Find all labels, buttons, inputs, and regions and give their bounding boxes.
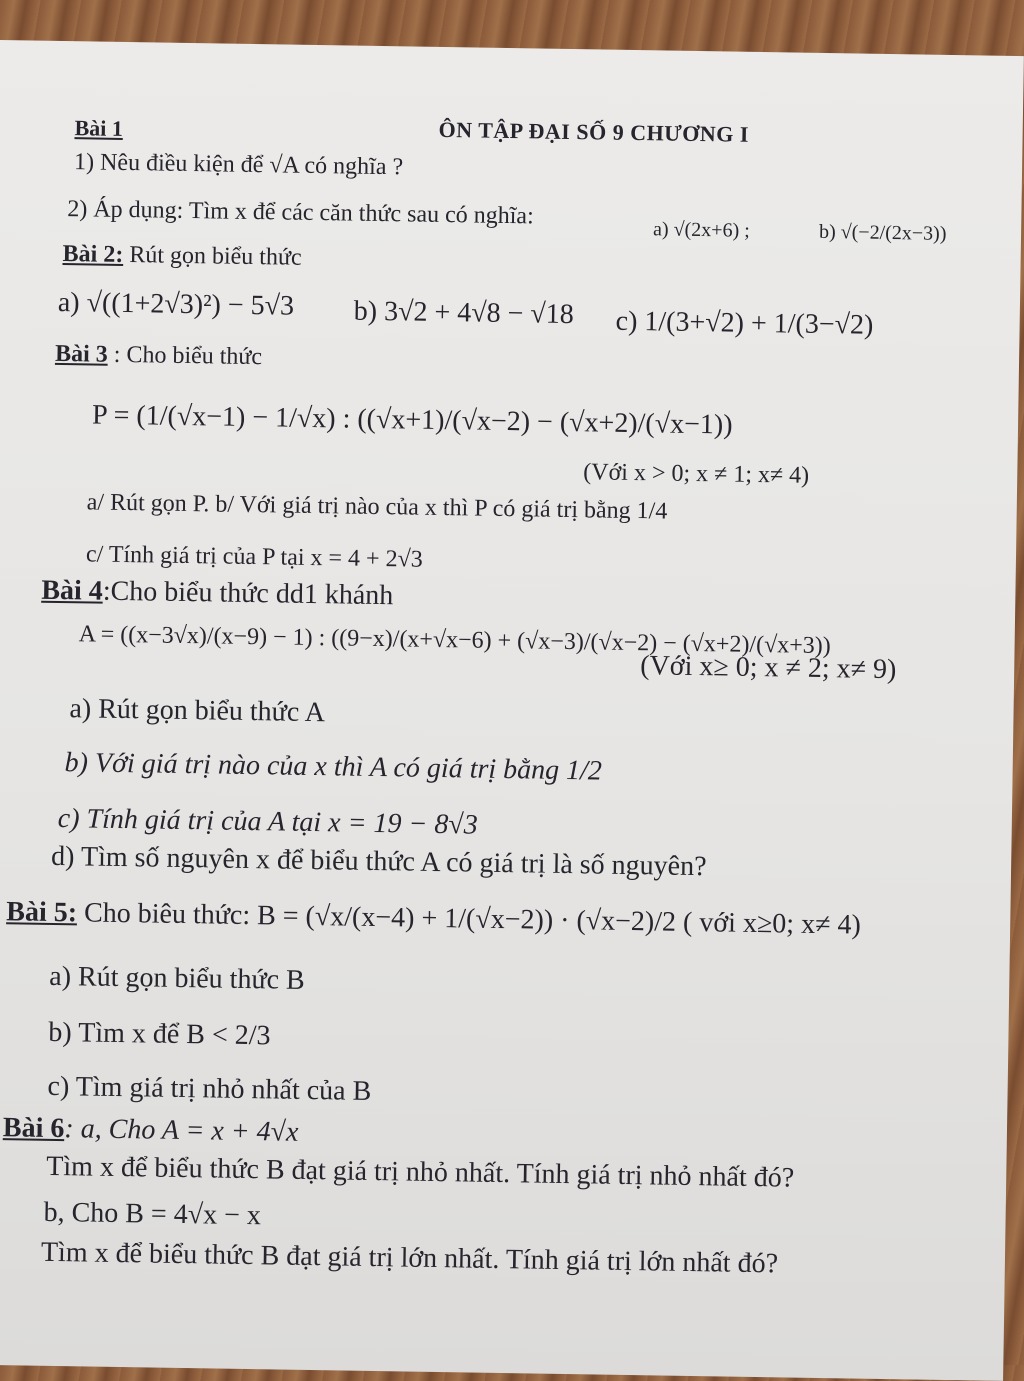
bai5-condition: ( với x≥0; x≠ 4) (682, 906, 862, 941)
bai5-part-a: a) Rút gọn biểu thức B (49, 960, 305, 996)
bai2-text: Rút gọn biểu thức (129, 242, 302, 271)
bai4-part-c: c) Tính giá trị của A tại x = 19 − 8√3 (57, 803, 478, 841)
bai4-expression: A = ((x−3√x)/(x−9) − 1) : ((9−x)/(x+√x−6) + (√x−3)/(√x−2) − (√x+2)/(√x+3)) (78, 621, 831, 660)
bai3-parts-ab: a/ Rút gọn P. b/ Với giá trị nào của x thì P có giá trị bằng 1/4 (86, 489, 668, 525)
bai3-part-c: c/ Tính giá trị của P tại x = 4 + 2√3 (85, 541, 423, 573)
bai6-part-b-question: Tìm x để biểu thức B đạt giá trị lớn nhất. Tính giá trị lớn nhất đó? (40, 1236, 779, 1280)
bai2-line (62, 241, 301, 272)
bai4-part-d: d) Tìm số nguyên x để biểu thức A có giá trị là số nguyên? (50, 840, 707, 883)
bai6-line (3, 1112, 299, 1149)
bai2-heading: Bài 2: (62, 241, 124, 268)
exercise-sheet (0, 40, 1024, 1381)
bai1-question-1: 1) Nêu điều kiện để √A có nghĩa ? (73, 149, 404, 181)
bai4-part-b: b) Với giá trị nào của x thì A có giá trị bằng 1/2 (64, 747, 603, 787)
bai5-part-b: b) Tìm x để B < 2/3 (48, 1016, 271, 1052)
bai1-part-a: a) √(2x+6) ; (652, 218, 750, 242)
bai3-expression: P = (1/(√x−1) − 1/√x) : ((√x+1)/(√x−2) − (√x+2)/(√x−1)) (91, 399, 733, 441)
bai5-part-c: c) Tìm giá trị nhỏ nhất của B (47, 1070, 372, 1107)
bai5-expression: B = (√x/(x−4) + 1/(√x−2)) · (√x−2)/2 (256, 900, 677, 938)
bai3-condition: (Với x > 0; x ≠ 1; x≠ 4) (583, 459, 810, 489)
bai6-part-b: b, Cho B = 4√x − x (43, 1196, 262, 1232)
bai6-part-a: : a, Cho A = x + 4√x (64, 1113, 299, 1148)
bai3-line (55, 341, 262, 371)
bai1-question-2: 2) Áp dụng: Tìm x để các căn thức sau có nghĩa: (67, 196, 534, 230)
bai4-text: :Cho biểu thức dd1 khánh (102, 575, 394, 612)
bai1-heading: Bài 1 (74, 115, 124, 141)
bai4-line (41, 575, 393, 613)
bai4-heading: Bài 4 (41, 574, 104, 607)
bai6-heading: Bài 6 (2, 1112, 65, 1145)
bai6-part-a-question: Tìm x để biểu thức B đạt giá trị nhỏ nhất. Tính giá trị nhỏ nhất đó? (46, 1150, 795, 1194)
bai2-part-b: b) 3√2 + 4√8 − √18 (353, 295, 575, 331)
bai5-text: Cho biêu thức: (83, 897, 251, 932)
bai3-text: : Cho biểu thức (113, 341, 263, 371)
bai5-heading: Bài 5: (6, 896, 78, 929)
bai4-part-a: a) Rút gọn biểu thức A (69, 693, 326, 729)
bai3-heading: Bài 3 (54, 340, 108, 368)
bai1-part-b: b) √(−2/(2x−3)) (818, 220, 947, 245)
bai2-part-c: c) 1/(3+√2) + 1/(3−√2) (615, 305, 874, 341)
bai2-part-a: a) √((1+2√3)²) − 5√3 (57, 286, 295, 322)
bai4-condition: (Với x≥ 0; x ≠ 2; x≠ 9) (640, 650, 897, 686)
bai5-line (6, 896, 861, 941)
page-title: ÔN TẬP ĐẠI SỐ 9 CHƯƠNG I (438, 116, 750, 147)
